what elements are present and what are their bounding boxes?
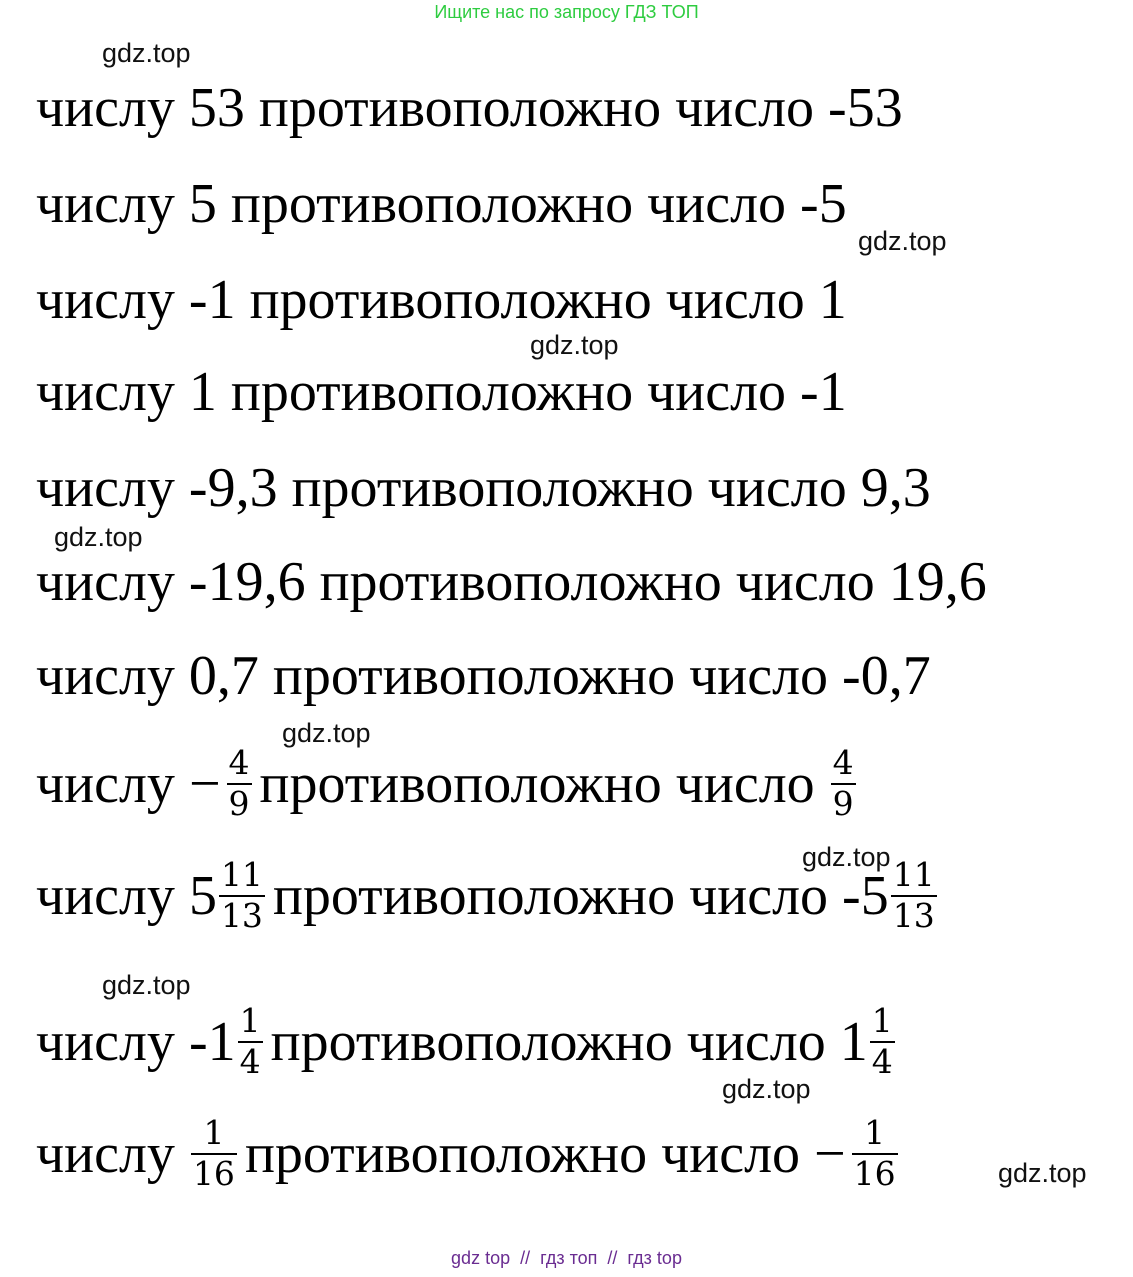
fraction	[238, 1001, 263, 1081]
answer-line-1: числу 53 противоположно число -53	[36, 77, 903, 139]
footer-watermark: gdz top // гдз топ // гдз top	[451, 1248, 682, 1268]
numerator: 1	[203, 1113, 225, 1152]
word-chislo: число	[686, 1010, 826, 1073]
word-protivopolozhno: противоположно	[259, 752, 662, 815]
word-chislu: числу	[36, 864, 175, 927]
numerator: 11	[892, 855, 935, 894]
watermark: gdz.top	[802, 842, 891, 872]
answer-line-5: числу -9,3 противоположно число 9,3	[36, 457, 931, 519]
word-protivopolozhno: противоположно	[272, 864, 676, 927]
numerator: 1	[871, 1001, 893, 1040]
minus-sign: −	[188, 752, 221, 815]
numerator: 4	[228, 743, 250, 782]
word-protivopolozhno: противоположно	[244, 1122, 648, 1185]
word-chislo: число	[661, 1122, 801, 1185]
fraction	[227, 743, 252, 823]
watermark: gdz.top	[54, 522, 143, 552]
answer-line-2: числу 5 противоположно число -5	[36, 173, 847, 235]
word-chislu: числу	[36, 1122, 175, 1185]
answer-line-3: числу -1 противоположно число 1	[36, 269, 847, 331]
denominator: 9	[832, 783, 854, 823]
watermark: gdz.top	[102, 970, 191, 1000]
watermark: gdz.top	[530, 330, 619, 360]
word-chislu: числу	[36, 1010, 175, 1073]
answer-line-8	[36, 743, 858, 823]
fraction	[831, 743, 856, 823]
watermark: gdz.top	[282, 718, 371, 748]
denominator: 16	[192, 1153, 235, 1193]
fraction	[870, 1001, 895, 1081]
word-protivopolozhno: противоположно	[270, 1010, 673, 1073]
fraction	[891, 855, 937, 935]
denominator: 4	[239, 1041, 261, 1081]
watermark: gdz.top	[722, 1074, 811, 1104]
numerator: 4	[832, 743, 854, 782]
denominator: 9	[228, 783, 250, 823]
whole-part: 1	[839, 1010, 868, 1073]
denominator: 16	[853, 1153, 896, 1193]
answer-line-4: числу 1 противоположно число -1	[36, 361, 847, 423]
search-banner: Ищите нас по запросу ГДЗ ТОП	[434, 2, 699, 22]
fraction	[191, 1113, 237, 1193]
whole-part: -5	[842, 864, 889, 927]
answer-line-11	[36, 1113, 900, 1193]
fraction	[219, 855, 265, 935]
whole-part: -1	[188, 1010, 236, 1073]
whole-part: 5	[188, 864, 217, 927]
numerator: 1	[239, 1001, 261, 1040]
denominator: 13	[220, 895, 263, 935]
minus-sign: −	[814, 1122, 846, 1185]
numerator: 1	[864, 1113, 886, 1152]
denominator: 4	[871, 1041, 893, 1081]
word-chislu: числу	[36, 752, 175, 815]
answer-line-7: числу 0,7 противоположно число -0,7	[36, 645, 931, 707]
numerator: 11	[220, 855, 263, 894]
watermark: gdz.top	[998, 1158, 1087, 1188]
word-chislo: число	[689, 864, 829, 927]
answer-line-10	[36, 1001, 897, 1081]
watermark: gdz.top	[102, 38, 191, 68]
answer-line-6: числу -19,6 противоположно число 19,6	[36, 551, 987, 613]
watermark: gdz.top	[858, 226, 947, 256]
fraction	[852, 1113, 898, 1193]
word-chislo: число	[675, 752, 815, 815]
denominator: 13	[892, 895, 935, 935]
